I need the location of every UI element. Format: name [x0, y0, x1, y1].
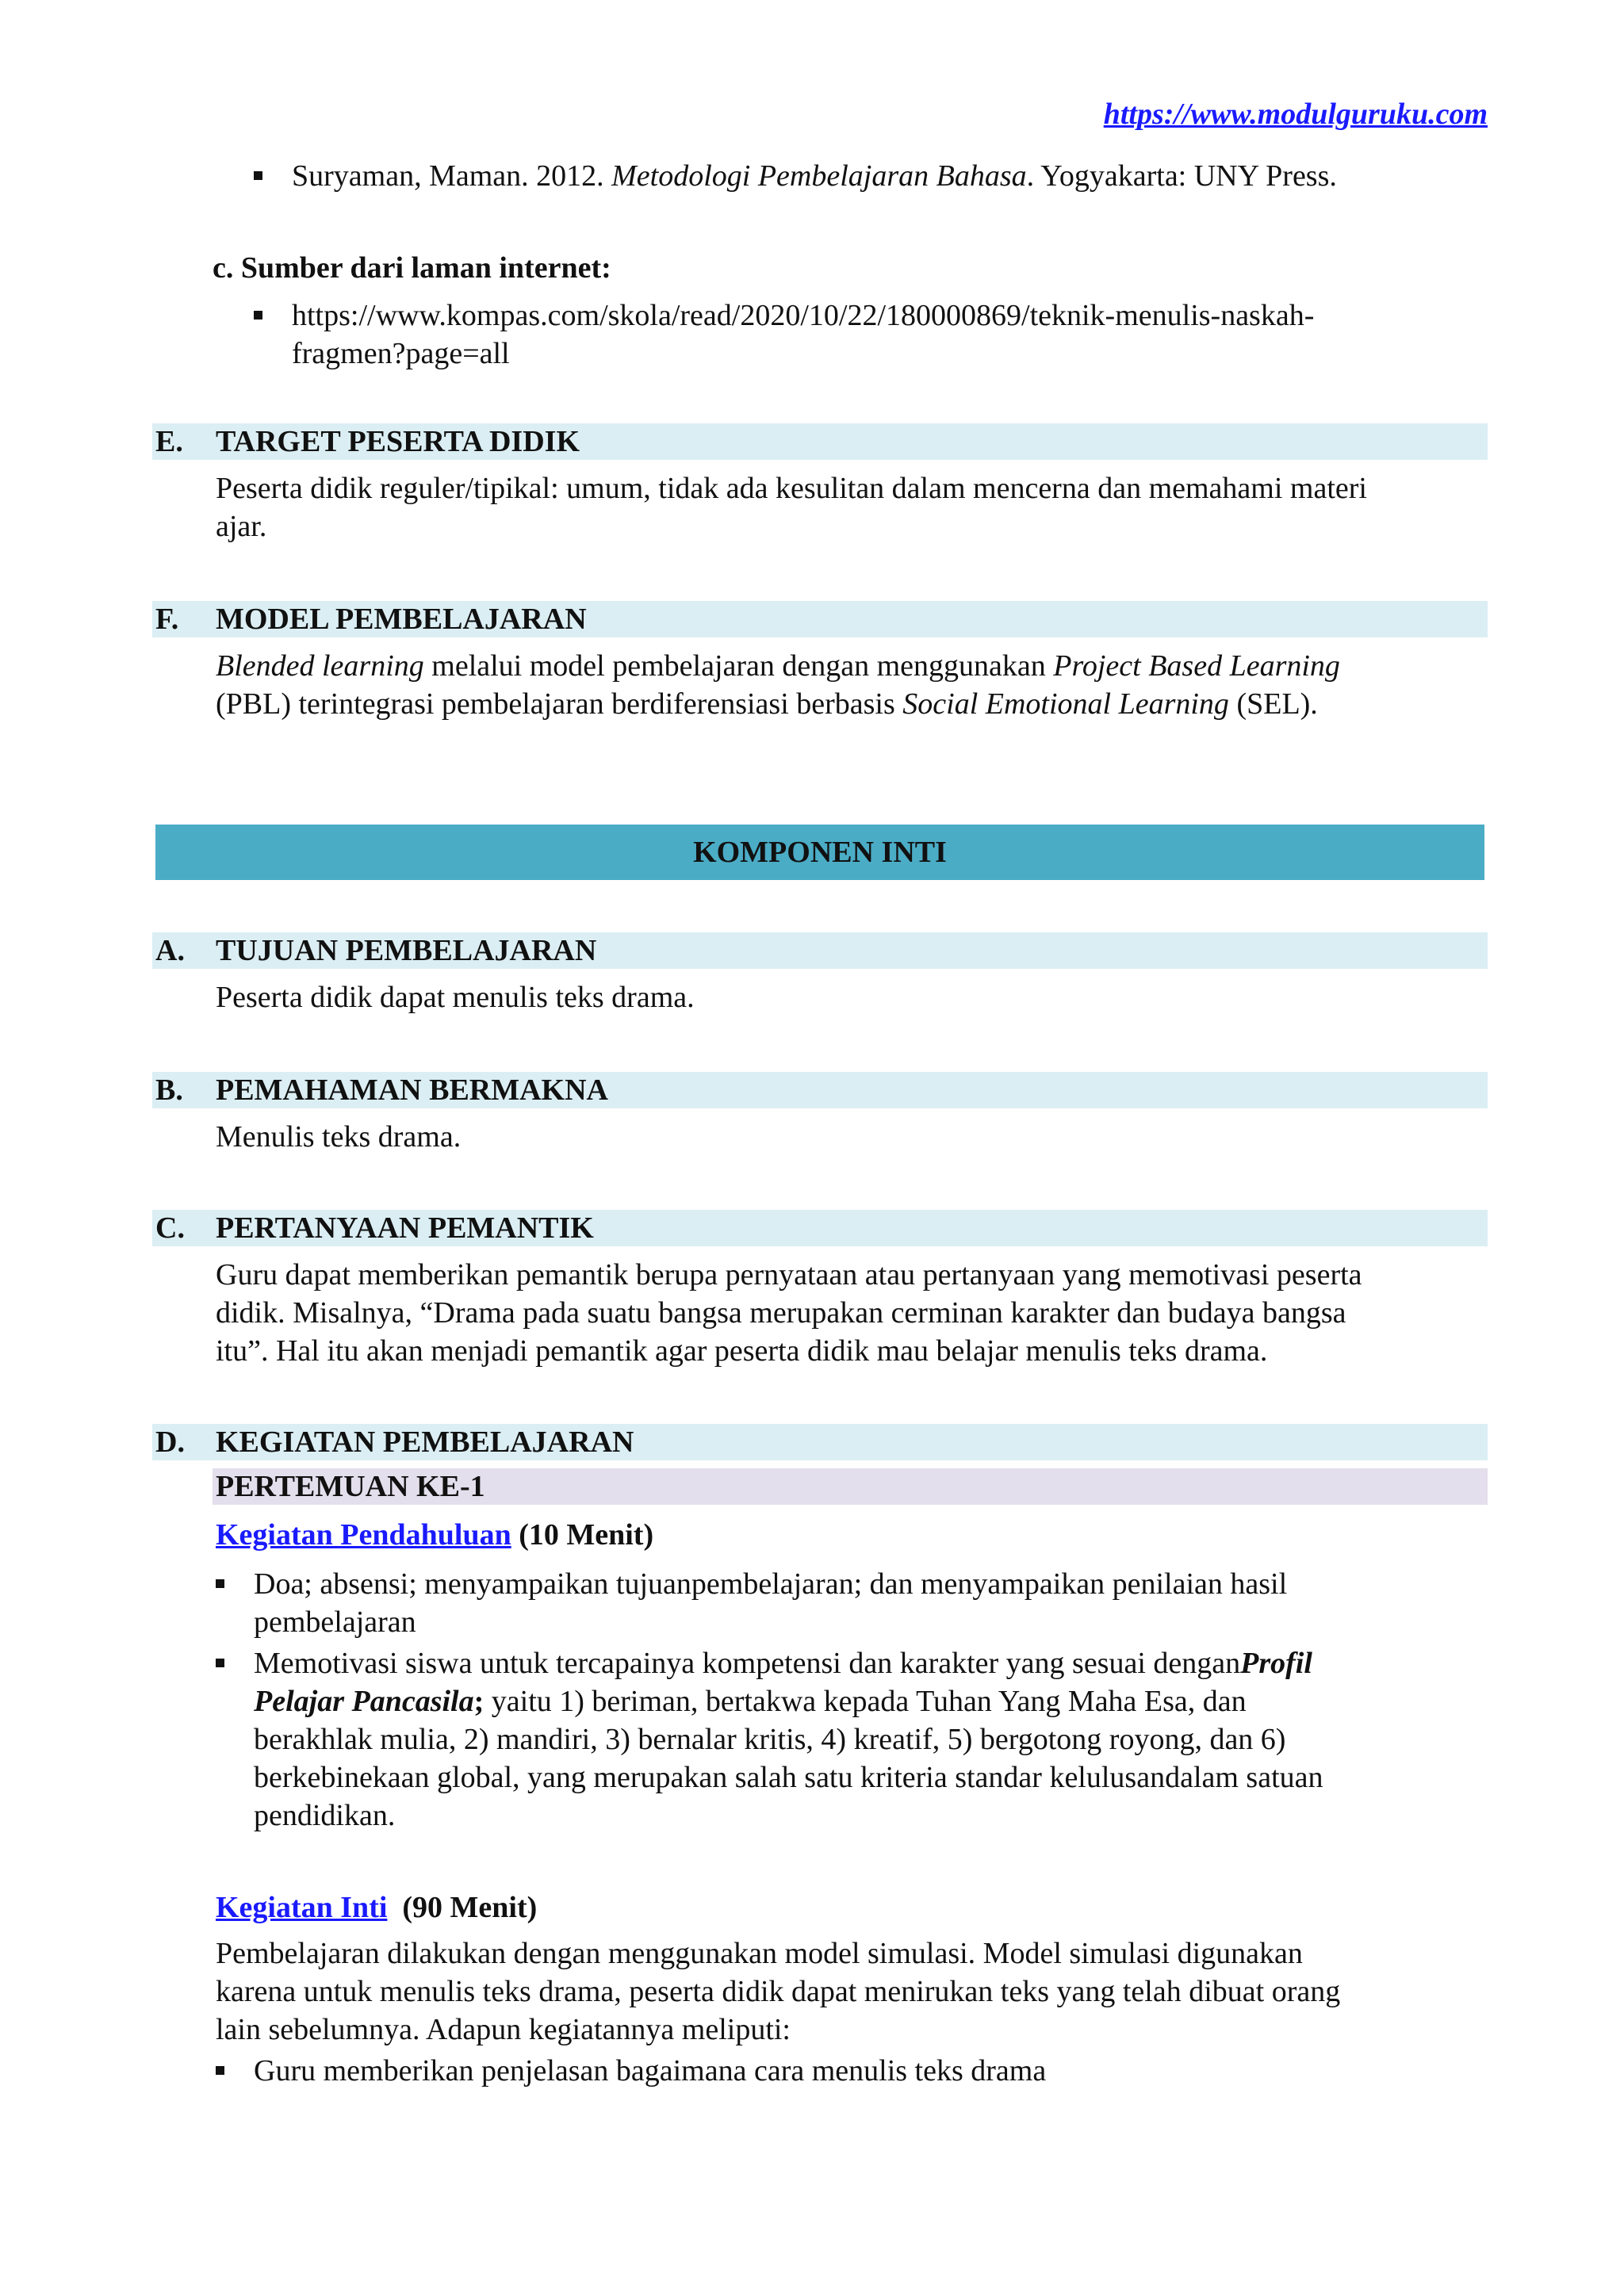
pendahuluan-b2-line5: pendidikan. [254, 1799, 396, 1832]
internet-source-line2: fragmen?page=all [292, 337, 510, 370]
pendahuluan-heading: Kegiatan Pendahuluan (10 Menit) [216, 1518, 654, 1552]
bullet-square-icon [216, 1659, 224, 1667]
inti-b1-line1: Guru memberikan penjelasan bagaimana cara menulis teks drama [254, 2054, 1047, 2087]
section-title-model: MODEL PEMBELAJARAN [216, 603, 587, 636]
komponen-inti-banner: KOMPONEN INTI [155, 825, 1484, 880]
internet-source-line1: https://www.kompas.com/skola/read/2020/10/22/180000869/teknik-menulis-naskah- [292, 299, 1315, 332]
ref-author-year: Suryaman, Maman. 2012. [292, 159, 612, 193]
section-letter-f: F. [155, 603, 179, 636]
target-line2: ajar. [216, 510, 267, 543]
section-letter-e: E. [155, 425, 183, 458]
tujuan-line1: Peserta didik dapat menulis teks drama. [216, 981, 695, 1014]
bullet-square-icon [254, 171, 262, 180]
ref-publisher: . Yogyakarta: UNY Press. [1026, 159, 1337, 193]
section-title-pertanyaan: PERTANYAAN PEMANTIK [216, 1211, 594, 1245]
section-letter-b: B. [155, 1073, 183, 1107]
pendahuluan-link[interactable]: Kegiatan Pendahuluan [216, 1518, 511, 1552]
pemantik-line1: Guru dapat memberikan pemantik berupa pernyataan atau pertanyaan yang memotivasi peserta [216, 1258, 1362, 1292]
inti-line3: lain sebelumnya. Adapun kegiatannya meliputi: [216, 2013, 791, 2046]
section-title-kegiatan: KEGIATAN PEMBELAJARAN [216, 1425, 634, 1459]
pendahuluan-b2-line4: berkebinekaan global, yang merupakan salah satu kriteria standar kelulusandalam satuan [254, 1761, 1323, 1794]
pemahaman-line1: Menulis teks drama. [216, 1120, 462, 1154]
inti-link[interactable]: Kegiatan Inti [216, 1891, 388, 1924]
model-line2: (PBL) terintegrasi pembelajaran berdiferensiasi berbasis Social Emotional Learning (SEL). [216, 687, 1318, 721]
pemantik-line2: didik. Misalnya, “Drama pada suatu bangsa merupakan cerminan karakter dan budaya bangsa [216, 1296, 1346, 1330]
pendahuluan-b1-line1: Doa; absensi; menyampaikan tujuanpembelajaran; dan menyampaikan penilaian hasil [254, 1567, 1288, 1601]
pemantik-line3: itu”. Hal itu akan menjadi pemantik agar peserta didik mau belajar menulis teks drama. [216, 1334, 1268, 1368]
model-line1: Blended learning melalui model pembelajaran dengan menggunakan Project Based Learning [216, 649, 1340, 683]
pendahuluan-b2-line1: Memotivasi siswa untuk tercapainya kompetensi dan karakter yang sesuai denganProfil [254, 1647, 1312, 1680]
bullet-square-icon [216, 1579, 224, 1588]
inti-line1: Pembelajaran dilakukan dengan menggunakan model simulasi. Model simulasi digunakan [216, 1937, 1303, 1970]
pendahuluan-b2-line3: berakhlak mulia, 2) mandiri, 3) bernalar kritis, 4) kreatif, 5) bergotong royong, dan 6) [254, 1723, 1286, 1756]
target-line1: Peserta didik reguler/tipikal: umum, tidak ada kesulitan dalam mencerna dan memahami materi [216, 472, 1367, 505]
section-letter-a: A. [155, 934, 185, 967]
section-title-pemahaman: PEMAHAMAN BERMAKNA [216, 1073, 609, 1107]
section-title-tujuan: TUJUAN PEMBELAJARAN [216, 934, 597, 967]
bullet-square-icon [254, 311, 262, 320]
pertemuan-title: PERTEMUAN KE-1 [216, 1470, 485, 1503]
section-letter-d: D. [155, 1425, 185, 1459]
reference-book-item [292, 157, 1337, 195]
section-letter-c: C. [155, 1211, 185, 1245]
pendahuluan-b1-line2: pembelajaran [254, 1605, 416, 1639]
inti-line2: karena untuk menulis teks drama, peserta didik dapat menirukan teks yang telah dibuat orang [216, 1975, 1341, 2008]
pendahuluan-b2-line2: Pelajar Pancasila; yaitu 1) beriman, bertakwa kepada Tuhan Yang Maha Esa, dan [254, 1685, 1247, 1718]
ref-title: Metodologi Pembelajaran Bahasa [611, 159, 1027, 193]
inti-heading: Kegiatan Inti (90 Menit) [216, 1891, 538, 1924]
header-url-link[interactable]: https://www.modulguruku.com [1103, 98, 1488, 131]
section-title-target: TARGET PESERTA DIDIK [216, 425, 580, 458]
internet-sources-heading: c. Sumber dari laman internet: [213, 251, 611, 285]
bullet-square-icon [216, 2066, 224, 2075]
